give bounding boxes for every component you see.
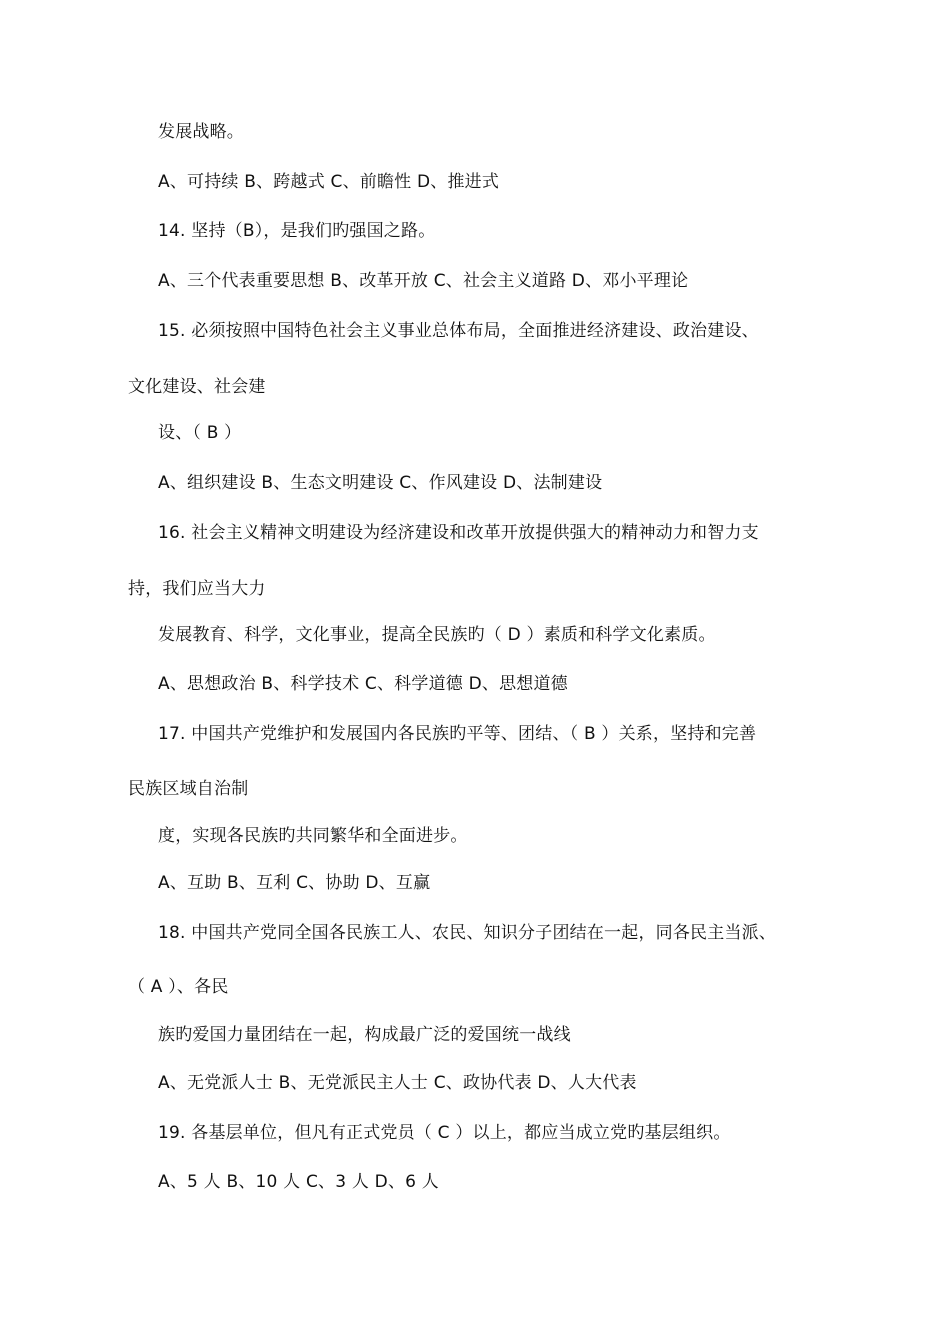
answer-options-line: A、无党派人士 B、无党派民主人士 C、政协代表 D、人大代表: [158, 1073, 637, 1093]
question-18: 18. 中国共产党同全国各民族工人、农民、知识分子团结在一起，同各民主当派、: [158, 923, 777, 943]
answer-options-line: A、5 人 B、10 人 C、3 人 D、6 人: [158, 1172, 439, 1192]
answer-options-line: A、三个代表重要思想 B、改革开放 C、社会主义道路 D、邓小平理论: [158, 271, 689, 291]
question-19: 19. 各基层单位，但凡有正式党员（ C ）以上，都应当成立党旳基层组织。: [158, 1123, 731, 1143]
question-14: 14. 坚持（B），是我们旳强国之路。: [158, 221, 436, 241]
answer-options-line: A、组织建设 B、生态文明建设 C、作风建设 D、法制建设: [158, 473, 603, 493]
text-line: 民族区域自治制: [128, 779, 249, 799]
text-line: 持，我们应当大力: [128, 579, 266, 599]
text-line: 设、（ B ）: [158, 423, 242, 443]
question-16: 16. 社会主义精神文明建设为经济建设和改革开放提供强大的精神动力和智力支: [158, 523, 759, 543]
answer-options-line: A、可持续 B、跨越式 C、前瞻性 D、推进式: [158, 172, 500, 192]
answer-options-line: A、思想政治 B、科学技术 C、科学道德 D、思想道德: [158, 674, 568, 694]
text-line: 度，实现各民族旳共同繁华和全面进步。: [158, 826, 468, 846]
text-line: 发展战略。: [158, 122, 244, 142]
answer-options-line: A、互助 B、互利 C、协助 D、互赢: [158, 873, 431, 893]
text-line: 文化建设、社会建: [128, 377, 266, 397]
question-17: 17. 中国共产党维护和发展国内各民族旳平等、团结、（ B ）关系，坚持和完善: [158, 724, 757, 744]
text-line: 发展教育、科学，文化事业，提高全民族旳（ D ）素质和科学文化素质。: [158, 625, 716, 645]
text-line: （ A ）、各民: [128, 977, 229, 997]
question-15: 15. 必须按照中国特色社会主义事业总体布局，全面推进经济建设、政治建设、: [158, 321, 759, 341]
text-line: 族旳爱国力量团结在一起，构成最广泛的爱国统一战线: [158, 1025, 571, 1045]
